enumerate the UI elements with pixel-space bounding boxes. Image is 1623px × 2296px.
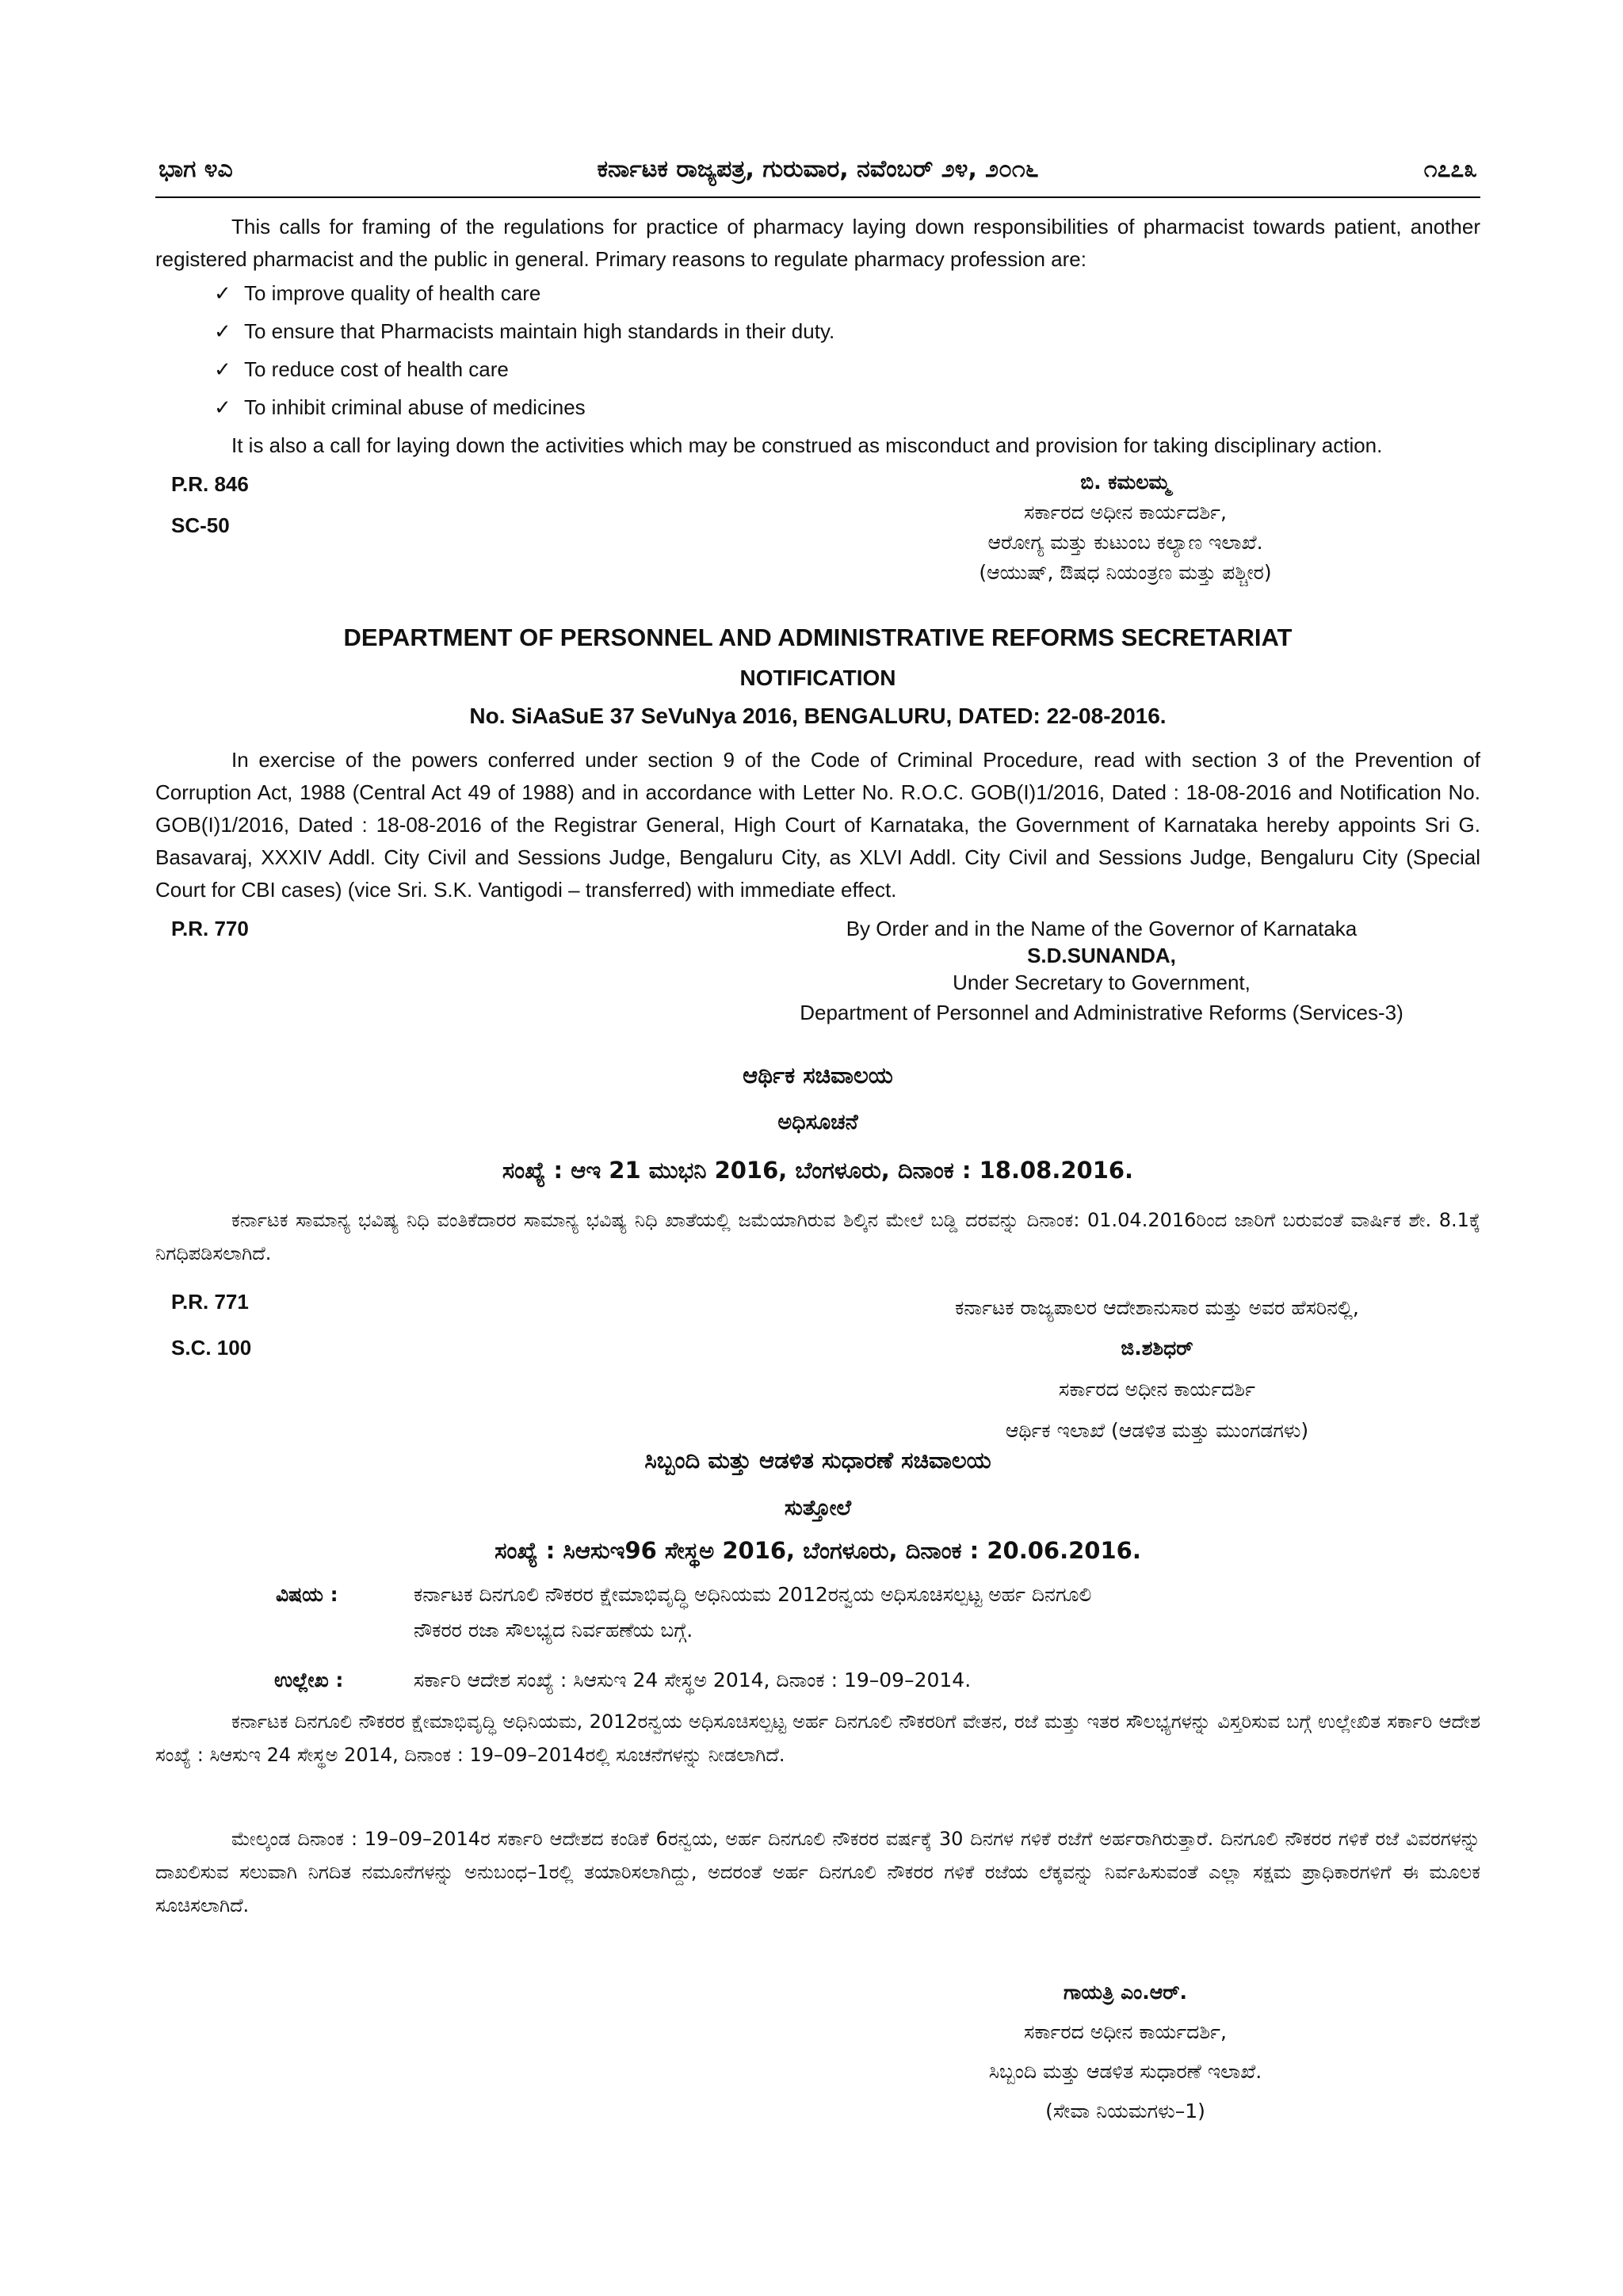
sc-number: SC-50 (171, 513, 230, 537)
reference-label: ಉಲ್ಲೇಖ : (274, 1669, 344, 1691)
signatory-designation: Under Secretary to Government, (953, 971, 1251, 994)
signatory-department: ಆರೋಗ್ಯ ಮತ್ತು ಕುಟುಂಬ ಕಲ್ಯಾಣ ಇಲಾಖೆ. (987, 531, 1263, 554)
finance-heading: ಆರ್ಥಿಕ ಸಚಿವಾಲಯ (743, 1062, 893, 1089)
check-icon: ✓ (214, 281, 231, 305)
subject-line: ನೌಕರರ ರಜಾ ಸೌಲಭ್ಯದ ನಿರ್ವಹಣೆಯ ಬಗ್ಗೆ. (414, 1619, 693, 1642)
gazette-header (155, 155, 1480, 198)
subject-label: ವಿಷಯ : (276, 1583, 338, 1606)
pharmacy-signature (903, 467, 1347, 588)
check-icon: ✓ (214, 319, 231, 343)
pr-number: P.R. 771 (171, 1290, 249, 1314)
finance-signature (856, 1288, 1458, 1451)
finance-subheading: ಅಧಿಸೂಚನೆ (777, 1110, 858, 1135)
signatory-designation: ಸರ್ಕಾರದ ಅಧೀನ ಕಾರ್ಯದರ್ಶಿ, (1024, 501, 1227, 524)
reason-item: ✓ To ensure that Pharmacists maintain high standards in their duty. (214, 319, 835, 343)
sc-number: S.C. 100 (171, 1336, 252, 1360)
reason-item: ✓ To improve quality of health care (214, 281, 541, 305)
signatory-designation: ಸರ್ಕಾರದ ಅಧೀನ ಕಾರ್ಯದರ್ಶಿ, (1024, 2020, 1227, 2043)
dpar-body: In exercise of the powers conferred under section 9 of the Code of Criminal Procedure, read with section 3 of the Prevention of Corruption Act, 1988 (Central Act 49 of 1988) and in accordance with Letter No. R.O.C. GOB(I)1/2016, Dated : 18-08-2016 and Notification No. GOB(I)1/2016, Dated : 18-08-2016 of the Registrar General, High Court of Karnataka, the Government of Karnataka hereby appoints Sri G. Basavaraj, XXXIV Addl. City Civil and Sessions Judge, Bengaluru City, as XLVI Addl. City Civil and Sessions Judge, Bengaluru City (Special Court for CBI cases) (vice Sri. S.K. Vantigodi – transferred) with immediate effect. (155, 748, 1480, 902)
pharmacy-closing: It is also a call for laying down the activities which may be construed as misconduct and provision for taking disciplinary action. (231, 433, 1383, 457)
pr-number: P.R. 770 (171, 917, 249, 940)
signatory-name: ಬಿ. ಕಮಲಮ್ಮ (1080, 471, 1170, 494)
order-line: By Order and in the Name of the Governor of Karnataka (846, 917, 1358, 940)
header-page-number: ೧೭೭೩ (1423, 155, 1477, 183)
pharmacy-intro: This calls for framing of the regulations for practice of pharmacy laying down responsibilities of pharmacist towards patient, another registered pharmacist and the public in general. Primary reasons to regulate pharmacy profession are: (155, 215, 1480, 271)
signatory-division: (ಸೇವಾ ನಿಯಮಗಳು–1) (1045, 2100, 1205, 2122)
signatory-department: ಆರ್ಥಿಕ ಇಲಾಖೆ (ಆಡಳಿತ ಮತ್ತು ಮುಂಗಡಗಳು) (1005, 1419, 1309, 1442)
signatory-name: ಗಾಯತ್ರಿ ಎಂ.ಆರ್. (1063, 1981, 1188, 2004)
finance-number: ಸಂಖ್ಯೆ : ಆಇ 21 ಮುಭನಿ 2016, ಬೆಂಗಳೂರು, ದಿನಾಂಕ : 18.08.2016. (502, 1157, 1134, 1184)
dpar-subheading: NOTIFICATION (739, 666, 896, 690)
staff-heading: ಸಿಬ್ಬಂದಿ ಮತ್ತು ಆಡಳಿತ ಸುಧಾರಣೆ ಸಚಿವಾಲಯ (644, 1447, 991, 1474)
check-icon: ✓ (214, 357, 231, 381)
dpar-number: No. SiAaSuE 37 SeVuNya 2016, BENGALURU, DATED: 22-08-2016. (469, 704, 1167, 728)
reference-text: ಸರ್ಕಾರಿ ಆದೇಶ ಸಂಖ್ಯೆ : ಸಿಆಸುಇ 24 ಸೇಸ್ಥಅ 2014, ದಿನಾಂಕ : 19–09–2014. (414, 1669, 972, 1691)
subject-line: ಕರ್ನಾಟಕ ದಿನಗೂಲಿ ನೌಕರರ ಕ್ಷೇಮಾಭಿವೃದ್ಧಿ ಅಧಿನಿಯಮ 2012ರನ್ವಯ ಅಧಿಸೂಚಿಸಲ್ಪಟ್ಟ ಅರ್ಹ ದಿನಗೂಲಿ (414, 1583, 1092, 1606)
order-line: ಕರ್ನಾಟಕ ರಾಜ್ಯಪಾಲರ ಆದೇಶಾನುಸಾರ ಮತ್ತು ಅವರ ಹೆಸರಿನಲ್ಲಿ, (955, 1296, 1359, 1319)
dpar-signature (753, 913, 1450, 1028)
header-title: ಕರ್ನಾಟಕ ರಾಜ್ಯಪತ್ರ, ಗುರುವಾರ, ನವೆಂಬರ್ ೨೪, ೨೦೧೬ (597, 155, 1039, 183)
signatory-designation: ಸರ್ಕಾರದ ಅಧೀನ ಕಾರ್ಯದರ್ಶಿ (1059, 1378, 1255, 1401)
signatory-division: (ಆಯುಷ್, ಔಷಧ ನಿಯಂತ್ರಣ ಮತ್ತು ಪಶ್ಚೀರ) (979, 561, 1272, 584)
pr-number: P.R. 846 (171, 472, 249, 496)
staff-number: ಸಂಖ್ಯೆ : ಸಿಆಸುಇ96 ಸೇಸ್ಥಅ 2016, ಬೆಂಗಳೂರು, ದಿನಾಂಕ : 20.06.2016. (495, 1537, 1141, 1564)
staff-para-1: ಕರ್ನಾಟಕ ದಿನಗೂಲಿ ನೌಕರರ ಕ್ಷೇಮಾಭಿವೃದ್ಧಿ ಅಧಿನಿಯಮ, 2012ರನ್ವಯ ಅಧಿಸೂಚಿಸಲ್ಪಟ್ಟ ಅರ್ಹ ದಿನಗೂಲಿ ನೌಕರರಿಗೆ ವೇತನ, ರಜೆ ಮತ್ತು ಇತರ ಸೌಲಭ್ಯಗಳನ್ನು ವಿಸ್ತರಿಸುವ ಬಗ್ಗೆ ಉಲ್ಲೇಖಿತ ಸರ್ಕಾರಿ ಆದೇಶ ಸಂಖ್ಯೆ : ಸಿಆಸುಇ 24 ಸೇಸ್ಥಅ 2014, ದಿನಾಂಕ : 19–09–2014ರಲ್ಲಿ ಸೂಚನೆಗಳನ್ನು ನೀಡಲಾಗಿದೆ. (155, 1711, 1480, 1766)
header-part: ಭಾಗ ೪ಎ (158, 155, 233, 183)
check-icon: ✓ (214, 395, 231, 419)
staff-subheading: ಸುತ್ತೋಲೆ (784, 1496, 852, 1520)
signatory-name: ಜಿ.ಶಶಿಧರ್ (1121, 1337, 1193, 1360)
reason-item: ✓ To inhibit criminal abuse of medicines (214, 395, 586, 419)
finance-body: ಕರ್ನಾಟಕ ಸಾಮಾನ್ಯ ಭವಿಷ್ಯ ನಿಧಿ ವಂತಿಕೆದಾರರ ಸಾಮಾನ್ಯ ಭವಿಷ್ಯ ನಿಧಿ ಖಾತೆಯಲ್ಲಿ ಜಮೆಯಾಗಿರುವ ಶಿಲ್ಕಿನ ಮೇಲೆ ಬಡ್ಡಿ ದರವನ್ನು ದಿನಾಂಕ: 01.04.2016ರಿಂದ ಜಾರಿಗೆ ಬರುವಂತೆ ವಾರ್ಷಿಕ ಶೇ. 8.1ಕ್ಕೆ ನಿಗಧಿಪಡಿಸಲಾಗಿದೆ. (155, 1209, 1480, 1264)
signatory-department: ಸಿಬ್ಬಂದಿ ಮತ್ತು ಆಡಳಿತ ಸುಧಾರಣೆ ಇಲಾಖೆ. (988, 2060, 1262, 2083)
signatory-department: Department of Personnel and Administrative Reforms (Services-3) (800, 1001, 1403, 1024)
dpar-heading: DEPARTMENT OF PERSONNEL AND ADMINISTRATIVE REFORMS SECRETARIAT (343, 624, 1293, 651)
staff-para-2: ಮೇಲ್ಕಂಡ ದಿನಾಂಕ : 19–09–2014ರ ಸರ್ಕಾರಿ ಆದೇಶದ ಕಂಡಿಕೆ 6ರನ್ವಯ, ಅರ್ಹ ದಿನಗೂಲಿ ನೌಕರರ ವರ್ಷಕ್ಕೆ 30 ದಿನಗಳ ಗಳಿಕೆ ರಜೆಗೆ ಅರ್ಹರಾಗಿರುತ್ತಾರೆ. ದಿನಗೂಲಿ ನೌಕರರ ಗಳಿಕೆ ರಜೆ ವಿವರಗಳನ್ನು ದಾಖಲಿಸುವ ಸಲುವಾಗಿ ನಿಗದಿತ ನಮೂನೆಗಳನ್ನು ಅನುಬಂಧ–1ರಲ್ಲಿ ತಯಾರಿಸಲಾಗಿದ್ದು, ಅದರಂತೆ ಅರ್ಹ ದಿನಗೂಲಿ ನೌಕರರ ಗಳಿಕೆ ರಜೆಯ ಲೆಕ್ಕವನ್ನು ನಿರ್ವಹಿಸುವಂತೆ ಎಲ್ಲಾ ಸಕ್ಷಮ ಪ್ರಾಧಿಕಾರಗಳಿಗೆ ಈ ಮೂಲಕ ಸೂಚಿಸಲಾಗಿದೆ. (155, 1828, 1480, 1917)
staff-signature (903, 1973, 1347, 2131)
signatory-name: S.D.SUNANDA, (1027, 944, 1176, 967)
reason-item: ✓ To reduce cost of health care (214, 357, 509, 381)
